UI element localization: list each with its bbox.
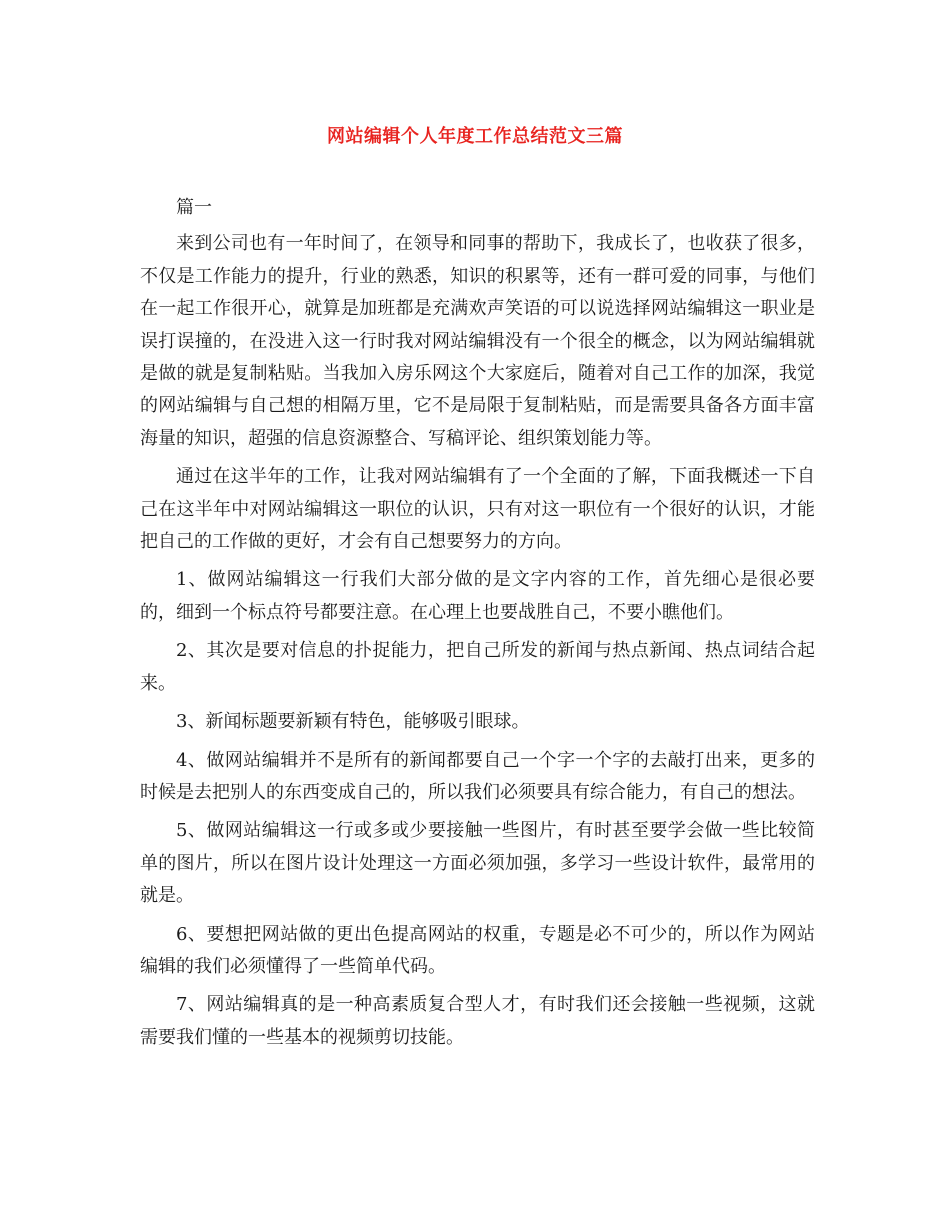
paragraph-point-2: 2、其次是要对信息的扑捉能力，把自己所发的新闻与热点新闻、热点词结合起来。 xyxy=(140,640,815,694)
document-body xyxy=(140,192,815,1060)
section-heading: 篇一 xyxy=(176,197,212,218)
paragraph-point-7: 7、网站编辑真的是一种高素质复合型人才，有时我们还会接触一些视频，这就需要我们懂的一些基本的视频剪切技能。 xyxy=(140,994,815,1048)
paragraph-point-6: 6、要想把网站做的更出色提高网站的权重，专题是必不可少的，所以作为网站编辑的我们必须懂得了一些简单代码。 xyxy=(140,923,815,977)
paragraph-point-5: 5、做网站编辑这一行或多或少要接触一些图片，有时甚至要学会做一些比较简单的图片，所以在图片设计处理这一方面必须加强，多学习一些设计软件，最常用的就是。 xyxy=(140,820,815,907)
paragraph-point-4: 4、做网站编辑并不是所有的新闻都要自己一个字一个字的去敲打出来，更多的时候是去把别人的东西变成自己的，所以我们必须要具有综合能力，有自己的想法。 xyxy=(140,749,815,803)
paragraph-point-1: 1、做网站编辑这一行我们大部分做的是文字内容的工作，首先细心是很必要的，细到一个标点符号都要注意。在心理上也要战胜自己，不要小瞧他们。 xyxy=(140,569,815,623)
paragraph-intro: 来到公司也有一年时间了，在领导和同事的帮助下，我成长了，也收获了很多，不仅是工作能力的提升，行业的熟悉，知识的积累等，还有一群可爱的同事，与他们在一起工作很开心，就算是加班都是充满欢声笑语的可以说选择网站编辑这一职业是误打误撞的，在没进入这一行时我对网站编辑没有一个很全的概念，以为网站编辑就是做的就是复制粘贴。当我加入房乐网这个大家庭后，随着对自己工作的加深，我觉的网站编辑与自己想的相隔万里，它不是局限于复制粘贴，而是需要具备各方面丰富海量的知识，超强的信息资源整合、写稿评论、组织策划能力等。 xyxy=(140,233,815,449)
paragraph-overview: 通过在这半年的工作，让我对网站编辑有了一个全面的了解，下面我概述一下自己在这半年中对网站编辑这一职位的认识，只有对这一职位有一个很好的认识，才能把自己的工作做的更好，才会有自己想要努力的方向。 xyxy=(140,466,815,553)
paragraph-point-3: 3、新闻标题要新颖有特色，能够吸引眼球。 xyxy=(176,711,530,733)
document-title: 网站编辑个人年度工作总结范文三篇 xyxy=(327,126,623,147)
